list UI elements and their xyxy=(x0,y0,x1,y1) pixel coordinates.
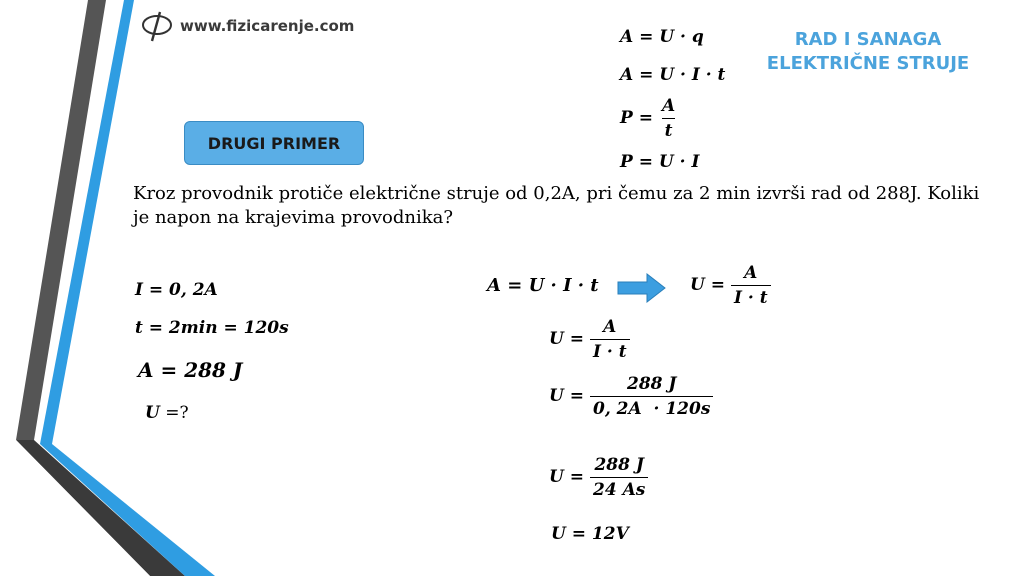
step-1-lhs: U = xyxy=(549,329,584,349)
solution-step-2 xyxy=(549,374,713,419)
title-line-1: RAD I SANAGA xyxy=(794,29,942,50)
fraction xyxy=(731,263,771,308)
given-time: t = 2min = 120s xyxy=(135,318,289,338)
fraction-numerator: 288 J xyxy=(594,455,644,475)
given-work: A = 288 J xyxy=(138,358,243,382)
formula-work-current: A = U · I · t xyxy=(620,65,726,85)
solution-step-1 xyxy=(549,317,630,362)
fraction-denominator: 24 As xyxy=(590,477,648,500)
fraction-numerator: A xyxy=(661,96,676,116)
solution-derived xyxy=(690,263,771,308)
formula-power-fraction xyxy=(620,96,678,141)
step-3-lhs: U = xyxy=(549,467,584,487)
fraction xyxy=(659,96,678,141)
phi-symbol-icon xyxy=(140,10,174,42)
fraction-denominator: I · t xyxy=(731,285,771,308)
fraction-numerator: 288 J xyxy=(626,374,677,394)
fraction xyxy=(590,455,648,500)
site-logo[interactable] xyxy=(140,10,354,42)
title-line-2: ELEKTRIČNE STRUJE xyxy=(766,53,970,74)
slide-title xyxy=(758,28,978,76)
fraction-numerator: A xyxy=(744,263,758,283)
derived-lhs: U = xyxy=(690,275,725,295)
solution-step-3 xyxy=(549,455,648,500)
fraction xyxy=(590,317,630,362)
fraction-denominator: 0, 2A · 120s xyxy=(590,396,713,419)
solution-start-formula: A = U · I · t xyxy=(487,275,599,296)
given-unknown xyxy=(145,403,189,423)
given-current: I = 0, 2A xyxy=(135,280,218,300)
fraction-denominator: I · t xyxy=(590,339,630,362)
problem-statement: Kroz provodnik protiče električne struje od 0,2A, pri čemu za 2 min izvrši rad od 288J. Koliki je napon na krajevima provodnika? xyxy=(133,183,980,228)
fraction-numerator: A xyxy=(603,317,617,337)
site-url[interactable]: www.fizicarenje.com xyxy=(180,17,355,35)
formula-power-lhs: P = xyxy=(620,108,653,128)
step-2-lhs: U = xyxy=(549,386,584,406)
fraction xyxy=(590,374,713,419)
gray-bottom-corner xyxy=(0,432,150,576)
formula-power-product: P = U · I xyxy=(620,152,700,172)
fraction-denominator: t xyxy=(662,118,676,141)
example-badge: DRUGI PRIMER xyxy=(184,121,364,165)
unknown-symbol: U xyxy=(145,403,160,423)
formula-work-charge: A = U · q xyxy=(620,27,704,47)
right-arrow-icon xyxy=(617,273,667,303)
solution-result: U = 12V xyxy=(551,524,629,544)
unknown-question: =? xyxy=(159,403,189,423)
